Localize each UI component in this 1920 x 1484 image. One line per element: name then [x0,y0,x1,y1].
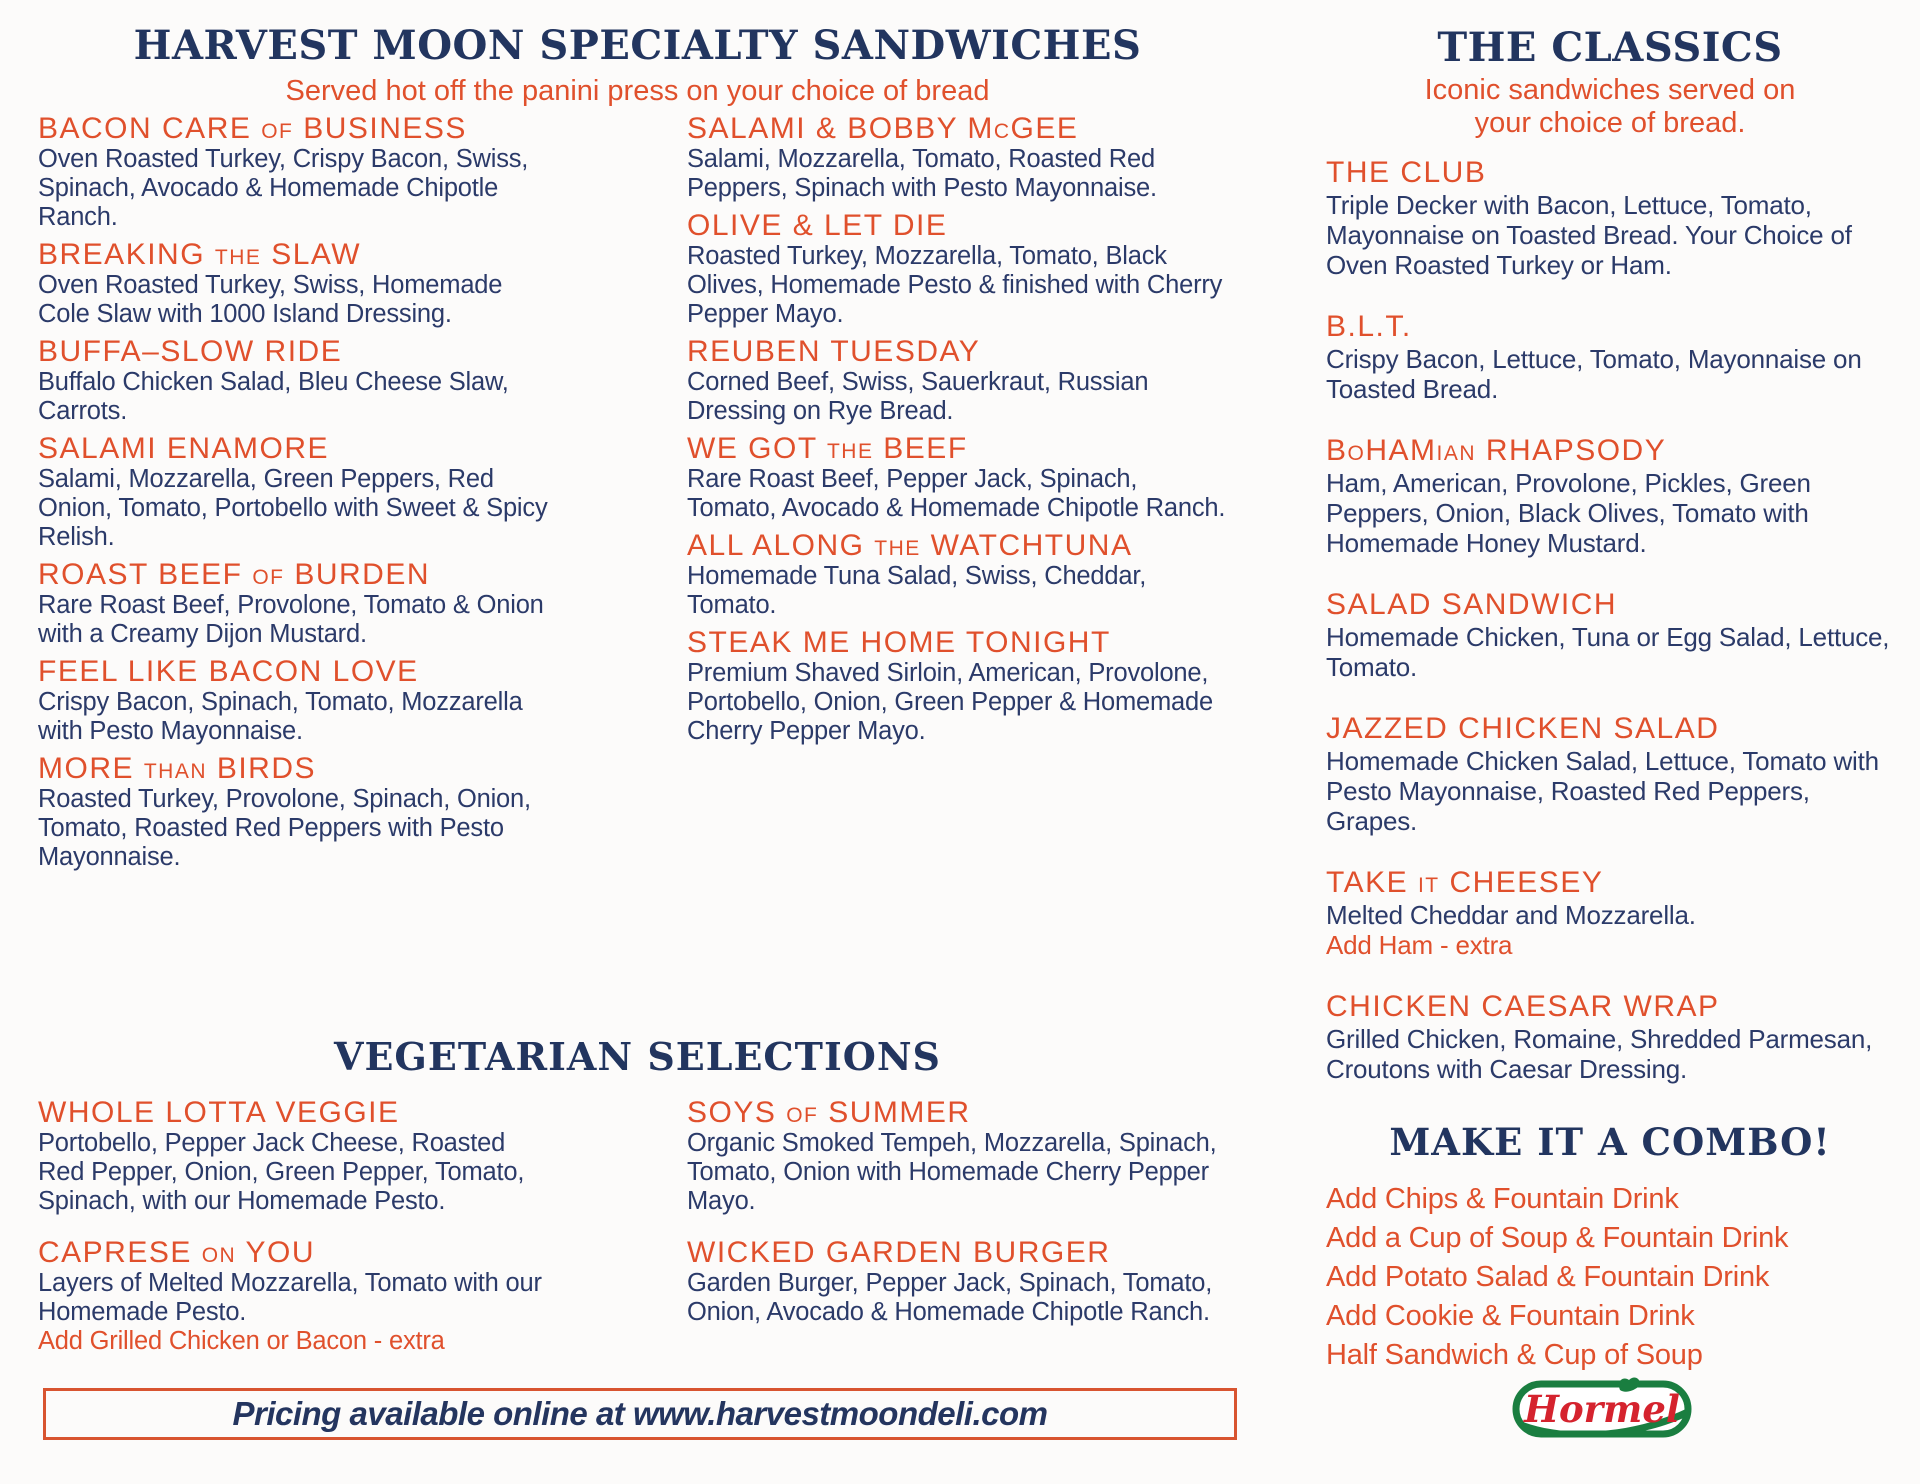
item-name: REUBEN TUESDAY [687,335,981,368]
menu-item [687,1096,1227,1216]
menu-item [687,112,1227,203]
combo-option: Add Chips & Fountain Drink [1326,1183,1679,1215]
item-name: BREAKING the SLAW [38,238,362,271]
menu-item [1326,866,1894,960]
item-name: BoHAMian RHAPSODY [1326,434,1667,467]
menu-item [687,335,1227,426]
item-name: OLIVE & LET DIE [687,209,948,242]
menu-item [38,1096,558,1216]
item-description: Salami, Mozzarella, Green Peppers, Red Onion, Tomato, Portobello with Sweet & Spicy Relish. [38,465,548,551]
combo-option: Add Cookie & Fountain Drink [1326,1300,1695,1332]
menu-item [38,335,558,426]
item-name: WICKED GARDEN BURGER [687,1236,1111,1269]
vegetarian-column-2 [687,1096,1227,1347]
menu-item [1326,434,1894,558]
item-name: MORE than BIRDS [38,752,317,785]
specialty-title: HARVEST MOON SPECIALTY SANDWICHES [133,22,1142,69]
item-name: BUFFA–SLOW RIDE [38,335,343,368]
combo-options [1326,1180,1894,1375]
menu-item [687,529,1227,620]
item-description: Portobello, Pepper Jack Cheese, Roasted Red Pepper, Onion, Green Pepper, Tomato, Spinach, with our Homemade Pesto. [38,1129,525,1215]
classics-title: THE CLASSICS [1437,24,1783,71]
item-description: Oven Roasted Turkey, Swiss, Homemade Cole Slaw with 1000 Island Dressing. [38,271,503,328]
item-name: SOYS of SUMMER [687,1096,971,1129]
item-description: Homemade Chicken, Tuna or Egg Salad, Lettuce, Tomato. [1326,622,1890,682]
item-name: ALL ALONG the WATCHTUNA [687,529,1133,562]
classics-subtitle [1326,74,1894,140]
classics-section [1326,24,1894,1114]
menu-item [1326,156,1894,280]
combo-title: MAKE IT A COMBO! [1389,1120,1831,1164]
menu-item [1326,712,1894,836]
menu-item [687,626,1227,746]
item-name: FEEL LIKE BACON LOVE [38,655,419,688]
specialty-header [35,22,1240,108]
item-name: B.L.T. [1326,310,1412,343]
hormel-logo-graphic [1512,1376,1692,1440]
item-name: CHICKEN CAESAR WRAP [1326,990,1720,1023]
menu-item [38,655,558,746]
menu-item [38,112,558,232]
item-name: SALAMI & BOBBY McGEE [687,112,1079,145]
menu-item [687,209,1227,329]
item-addon-note: Add Grilled Chicken or Bacon - extra [38,1327,445,1355]
classics-subtitle-line2: your choice of bread. [1474,107,1746,139]
combo-option: Half Sandwich & Cup of Soup [1326,1339,1703,1371]
classics-subtitle-line1: Iconic sandwiches served on [1424,74,1796,106]
vegetarian-title: VEGETARIAN SELECTIONS [333,1034,941,1079]
item-addon-note: Add Ham - extra [1326,930,1513,960]
menu-item [38,752,558,872]
item-description: Buffalo Chicken Salad, Bleu Cheese Slaw, Carrots. [38,368,509,425]
classics-items [1326,156,1894,1084]
item-name: THE CLUB [1326,156,1487,189]
item-description: Premium Shaved Sirloin, American, Provolone, Portobello, Onion, Green Pepper & Homemade Cherry Pepper Mayo. [687,659,1213,745]
menu-item [1326,990,1894,1084]
item-description: Grilled Chicken, Romaine, Shredded Parmesan, Croutons with Caesar Dressing. [1326,1024,1873,1084]
pricing-banner-text: Pricing available online at www.harvestmoondeli.com [232,1395,1048,1432]
menu-item [687,432,1227,523]
combo-section [1326,1120,1894,1375]
item-description: Crispy Bacon, Lettuce, Tomato, Mayonnaise on Toasted Bread. [1326,344,1862,404]
item-description: Homemade Chicken Salad, Lettuce, Tomato with Pesto Mayonnaise, Roasted Red Peppers, Grapes. [1326,746,1879,836]
menu-item [1326,310,1894,404]
item-description: Rare Roast Beef, Pepper Jack, Spinach, Tomato, Avocado & Homemade Chipotle Ranch. [687,465,1226,522]
menu-item [687,1236,1227,1327]
item-description: Oven Roasted Turkey, Crispy Bacon, Swiss, Spinach, Avocado & Homemade Chipotle Ranch. [38,145,529,231]
item-description: Triple Decker with Bacon, Lettuce, Tomato, Mayonnaise on Toasted Bread. Your Choice of Oven Roasted Turkey or Ham. [1326,190,1852,280]
item-name: CAPRESE on YOU [38,1236,316,1269]
item-description: Rare Roast Beef, Provolone, Tomato & Onion with a Creamy Dijon Mustard. [38,591,544,648]
menu-item [1326,588,1894,682]
menu-item [38,432,558,552]
item-description: Roasted Turkey, Provolone, Spinach, Onion, Tomato, Roasted Red Peppers with Pesto Mayonnaise. [38,785,531,871]
specialty-column-2 [687,112,1227,752]
item-description: Crispy Bacon, Spinach, Tomato, Mozzarella with Pesto Mayonnaise. [38,688,523,745]
menu-item [38,238,558,329]
item-description: Ham, American, Provolone, Pickles, Green Peppers, Onion, Black Olives, Tomato with Homemade Honey Mustard. [1326,468,1811,558]
specialty-subtitle: Served hot off the panini press on your choice of bread [285,75,990,107]
item-description: Garden Burger, Pepper Jack, Spinach, Tomato, Onion, Avocado & Homemade Chipotle Ranch. [687,1269,1213,1326]
item-name: STEAK ME HOME TONIGHT [687,626,1111,659]
item-name: SALAMI ENAMORE [38,432,330,465]
combo-option: Add Potato Salad & Fountain Drink [1326,1261,1770,1293]
hormel-wordmark: Hormel [1524,1387,1680,1431]
item-name: WE GOT the BEEF [687,432,968,465]
item-name: WHOLE LOTTA VEGGIE [38,1096,400,1129]
item-description: Homemade Tuna Salad, Swiss, Cheddar, Tomato. [687,562,1147,619]
pricing-banner [43,1388,1237,1440]
menu-item [38,1236,558,1356]
item-description: Organic Smoked Tempeh, Mozzarella, Spinach, Tomato, Onion with Homemade Cherry Pepper Mayo. [687,1129,1217,1215]
menu-item [38,558,558,649]
item-description: Layers of Melted Mozzarella, Tomato with our Homemade Pesto. [38,1269,542,1326]
item-name: JAZZED CHICKEN SALAD [1326,712,1720,745]
item-name: BACON CARE of BUSINESS [38,112,467,145]
specialty-column-1 [38,112,558,878]
item-description: Melted Cheddar and Mozzarella. [1326,900,1696,930]
item-name: TAKE it CHEESEY [1326,866,1604,899]
item-description: Roasted Turkey, Mozzarella, Tomato, Black Olives, Homemade Pesto & finished with Cherry Pepper Mayo. [687,242,1223,328]
item-name: SALAD SANDWICH [1326,588,1618,621]
item-description: Salami, Mozzarella, Tomato, Roasted Red Peppers, Spinach with Pesto Mayonnaise. [687,145,1157,202]
hormel-logo [1512,1376,1692,1440]
combo-option: Add a Cup of Soup & Fountain Drink [1326,1222,1789,1254]
item-name: ROAST BEEF of BURDEN [38,558,431,591]
item-description: Corned Beef, Swiss, Sauerkraut, Russian Dressing on Rye Bread. [687,368,1149,425]
vegetarian-column-1 [38,1096,558,1376]
